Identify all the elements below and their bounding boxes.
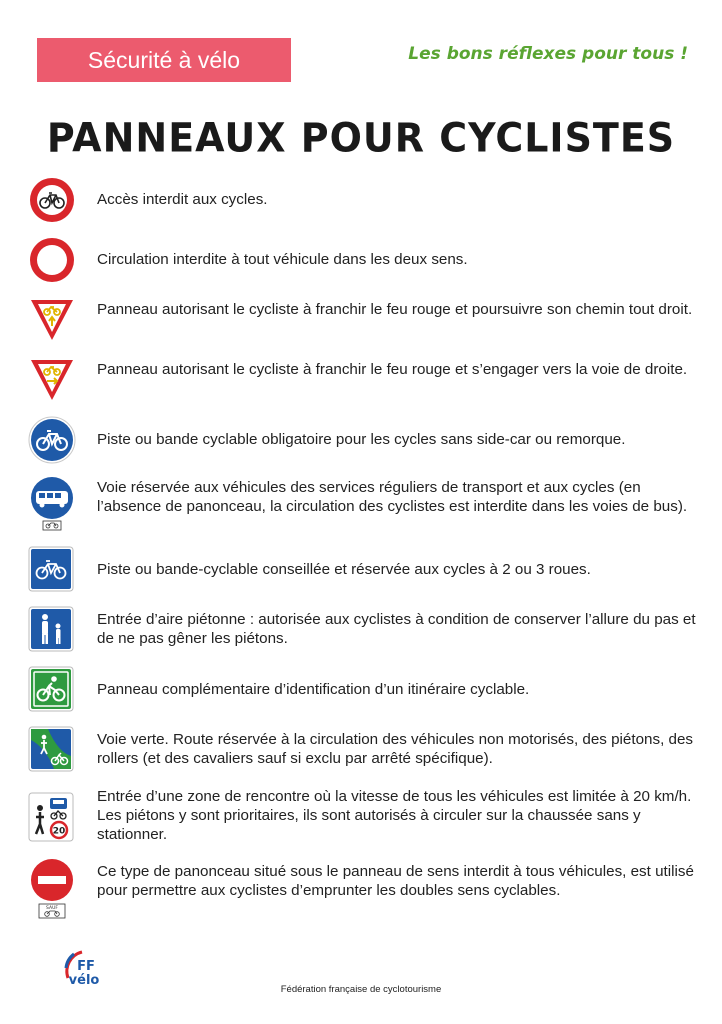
sign-description: Panneau autorisant le cycliste à franchir le feu rouge et s’engager vers la voie de droite. (97, 361, 688, 378)
meeting-zone-sign-icon (28, 792, 78, 842)
panonceau-label: SAUF (46, 906, 58, 911)
sign-description: Entrée d’aire piétonne : autorisée aux cyclistes à condition de conserver l’allure du pas et de ne pas gêner les piétons. (97, 611, 696, 647)
tagline: Les bons réflexes pour tous ! (408, 44, 688, 64)
logo-top-label: FF (77, 959, 95, 974)
cyclist-red-light-right-sign-icon (28, 356, 78, 404)
no-cycles-sign-icon (28, 176, 78, 224)
mandatory-cycle-path-sign-icon (28, 416, 78, 464)
cyclist-red-light-straight-sign-icon (28, 296, 78, 344)
speed-limit-label: 20 (52, 826, 66, 837)
category-banner (37, 38, 291, 82)
pedestrian-area-sign-icon (28, 606, 78, 652)
no-vehicles-sign-icon (28, 236, 78, 284)
sign-description: Panneau autorisant le cycliste à franchir le feu rouge et poursuivre son chemin tout droit. (97, 301, 693, 318)
sign-description: Accès interdit aux cycles. (97, 191, 268, 208)
sign-description: Ce type de panonceau situé sous le panneau de sens interdit à tous véhicules, est utilisé pour permettre aux cyclistes d’emprunter les doubles sens cyclables. (97, 863, 694, 899)
category-banner-label: Sécurité à vélo (87, 47, 241, 73)
sign-description: Panneau complémentaire d’identification d’un itinéraire cyclable. (97, 681, 530, 698)
no-entry-except-cycles-sign-icon (28, 858, 78, 920)
footer-organisation: Fédération française de cyclotourisme (280, 984, 442, 995)
sign-description: Piste ou bande cyclable obligatoire pour les cycles sans side-car ou remorque. (97, 431, 626, 448)
page-title: PANNEAUX POUR CYCLISTES (46, 114, 676, 162)
logo-bottom-label: vélo (68, 973, 100, 988)
bus-and-cycle-lane-sign-icon (28, 476, 78, 532)
cycle-route-sign-icon (28, 666, 78, 712)
sign-description: Voie réservée aux véhicules des services réguliers de transport et aux cycles (en l’absence de panonceau, la circulation des cyclistes est interdite dans les voies de bus). (97, 479, 688, 515)
sign-description: Entrée d’une zone de rencontre où la vitesse de tous les véhicules est limitée à 20 km/h. Les piétons y sont prioritaires, ils sont autorisés à circuler sur la chaussée sans y stationner. (97, 788, 692, 843)
sign-description: Voie verte. Route réservée à la circulation des véhicules non motorisés, des piétons, des rollers (et des cavaliers sauf si exclu par arrêté spécifique). (97, 731, 694, 767)
sign-description: Piste ou bande-cyclable conseillée et réservée aux cycles à 2 ou 3 roues. (97, 561, 591, 578)
greenway-sign-icon (28, 726, 78, 772)
sign-description: Circulation interdite à tout véhicule dans les deux sens. (97, 251, 468, 268)
recommended-cycle-path-sign-icon (28, 546, 78, 592)
